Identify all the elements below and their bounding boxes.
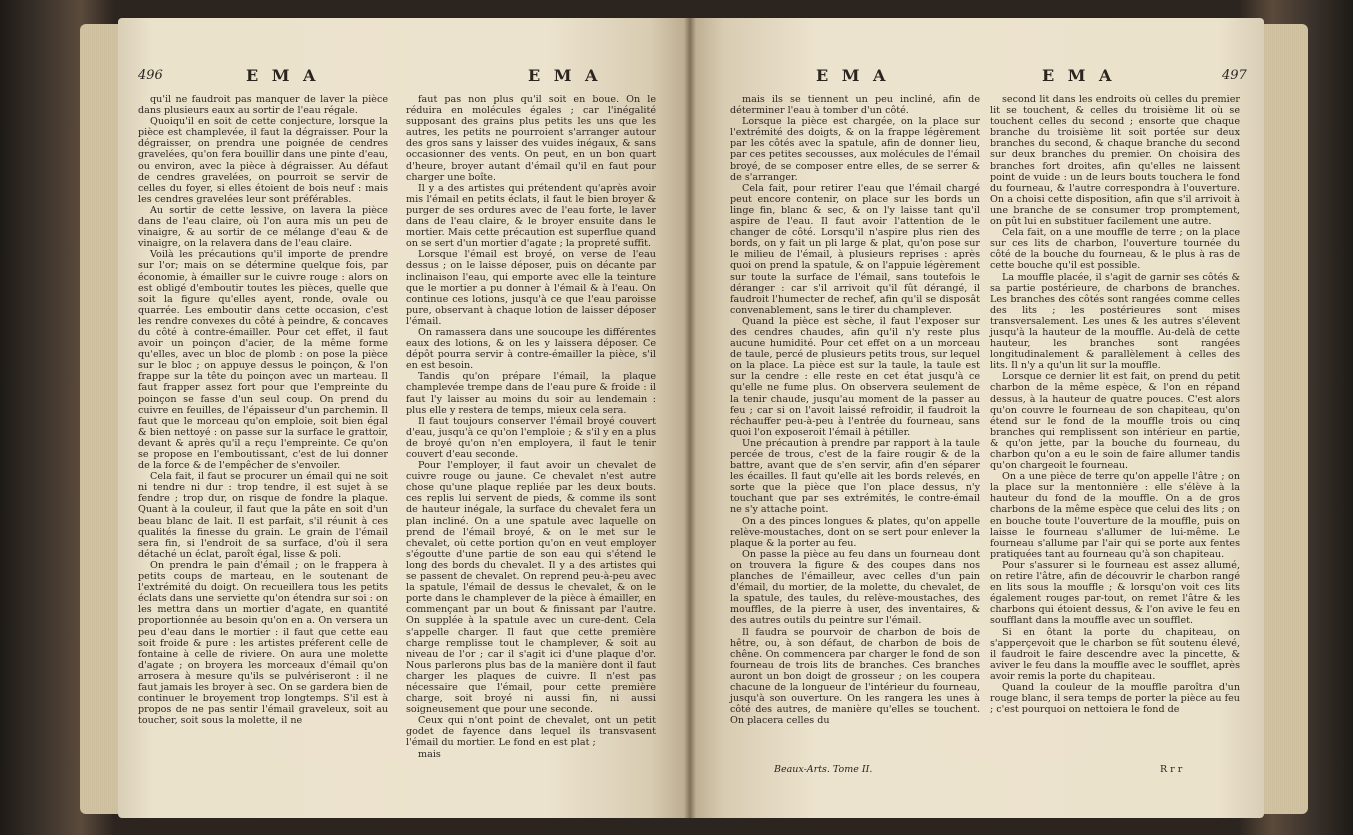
- paragraph: Si en ôtant la porte du chapiteau, on s'apperçevoit que le charbon se fût soutenu élevé, il faudroit le faire descendre avec la pincette, & aviver le feu dans la mouffle avec le soufflet, après avoir remis la porte du chapiteau.: [990, 626, 1240, 682]
- paragraph: qu'il ne faudroit pas manquer de laver la pièce dans plusieurs eaux au sortir de l'eau régale.: [138, 94, 388, 117]
- paragraph: Une précaution à prendre par rapport à la taule percée de trous, c'est de la faire rougir & de la battre, avant que de s'en servir, afin d'en séparer les écailles. Il faut qu'elle ait les bords relevés, en sorte que la pièce que l'on place dessus, n'y touchant que par ses extrémités, le contre-émail ne s'y attache point.: [730, 437, 980, 516]
- paragraph: Voilà les précautions qu'il importe de prendre sur l'or; mais on se détermine quelque fois, par économie, à émailler sur le cuivre rouge : alors on est obligé d'emboutir toutes les pièces, quelle que soit la figure qu'elles ayent, ronde, ovale ou quarrée. Les emboutir dans cette occasion, c'est les rendre convexes du côté à peindre, & concaves du côté à contre-émailler. Pour cet effet, il faut avoir un poinçon d'acier, de la même forme qu'elles, avec un bloc de plomb : on pose la pièce sur le bloc ; on appuye dessus le poinçon, & l'on frappe sur la tête du poinçon avec un marteau. Il faut frapper assez fort pour que l'empreinte du poinçon se fasse d'un seul coup. On prend du cuivre en feuilles, de l'épaisseur d'un parchemin. Il faut que le morceau qu'on emploie, soit bien égal & bien nettoyé : on passe sur la surface le grattoir, devant & après qu'il a reçu l'empreinte. Ce qu'on se propose en l'emboutissant, c'est de lui donner de la force & de l'empêcher de s'envoiler.: [138, 249, 388, 472]
- running-header-right: E M A: [528, 66, 602, 85]
- paragraph: Cela fait, pour retirer l'eau que l'émail chargé peut encore contenir, on place sur les bords un linge fin, blanc & sec, & on l'y laisse tant qu'il aspire de l'eau. Il faut avoir l'attention de le changer de côté. Lorsqu'il n'aspire plus rien des bords, on y fait un pli large & plat, qu'on pose sur le milieu de l'émail, à plusieurs reprises : après quoi on prend la spatule, & on l'appuie légèrement sur toute la surface de l'émail, sans toutefois le déranger : car s'il arrivoit qu'il fût dérangé, il faudroit l'humecter de rechef, afin qu'il se disposât convenablement, sans le tirer du champlever.: [730, 182, 980, 316]
- right-page-edges: [1262, 24, 1308, 814]
- paragraph: Il faudra se pourvoir de charbon de bois de hêtre, ou, à son défaut, de charbon de bois de chêne. On commencera par charger le fond de son fourneau de trois lits de branches. Ces branches auront un bon doigt de grosseur ; on les coupera chacune de la longueur de l'intérieur du fourneau, jusqu'à son ouverture. On les rangera les unes à côté des autres, de manière qu'elles se touchent. On placera celles du: [730, 626, 980, 727]
- paragraph: Il faut toujours conserver l'émail broyé couvert d'eau, jusqu'à ce qu'on l'emploie ; & s'il y en a plus de broyé qu'on n'en employera, il faut le tenir couvert d'eau seconde.: [406, 415, 656, 460]
- paragraph: Il y a des artistes qui prétendent qu'après avoir mis l'émail en petits éclats, il faut le bien broyer & purger de ses ordures avec de l'eau forte, le laver dans de l'eau claire, & le broyer ensuite dans le mortier. Mais cette précaution est superflue quand on se sert d'un mortier d'agate ; la propreté suffit.: [406, 182, 656, 250]
- running-header-left: E M A: [246, 66, 320, 85]
- paragraph: Lorsque l'émail est broyé, on verse de l'eau dessus ; on le laisse déposer, puis on décante par inclinaison l'eau, qui emporte avec elle la teinture que le mortier a pu donner à l'émail & à l'eau. On continue ces lotions, jusqu'à ce que l'eau paroisse pure, observant à chaque lotion de laisser déposer l'émail.: [406, 249, 656, 327]
- paragraph: Cela fait, on a une mouffle de terre ; on la place sur ces lits de charbon, l'ouverture tournée du côté de la bouche du fourneau, & le plus à ras de cette bouche qu'il est possible.: [990, 227, 1240, 272]
- paragraph: Pour s'assurer si le fourneau est assez allumé, on retire l'âtre, afin de découvrir le charbon rangé en lits sous la mouffle ; & lorsqu'on voit ces lits également rouges par-tout, on remet l'âtre & les charbons qui étoient dessus, & l'on avive le feu en soufflant dans la mouffle avec un soufflet.: [990, 559, 1240, 627]
- paragraph: On prendra le pain d'émail ; on le frappera à petits coups de marteau, en le soutenant de l'extrémité du doigt. On recueillera tous les petits éclats dans une serviette qu'on étendra sur soi : on les mettra dans un mortier d'agate, en quantité proportionnée au besoin qu'on en a. On versera un peu d'eau dans le mortier : il faut que cette eau soit froide & pure : les artistes préferent celle de fontaine à celle de riviere. On aura une molette d'agate ; on broyera les morceaux d'émail qu'on arrosera à mesure qu'ils se pulvériseront : il ne faut jamais les broyer à sec. On se gardera bien de continuer le broyement trop longtemps. S'il est à propos de ne pas sentir l'émail graveleux, soit au toucher, soit sous la molette, il ne: [138, 559, 388, 727]
- paragraph: Quoiqu'il en soit de cette conjecture, lorsque la pièce est champlevée, il faut la dégraisser. Pour la dégraisser, on prendra une poignée de cendres gravelées, qu'on fera bouillir dans une pinte d'eau, ou environ, avec la pièce à dégraisser. Au défaut de cendres gravelées, on pourroit se servir de celles du foyer, si elles étoient de bois neuf : mais les cendres gravelées leur sont préférables.: [138, 116, 388, 205]
- page-number: 496: [138, 68, 163, 83]
- text-column-2: [990, 94, 1240, 715]
- signature-mark: R r r: [1160, 764, 1183, 775]
- paragraph: On passe la pièce au feu dans un fourneau dont on trouvera la figure & des coupes dans nos planches de l'émailleur, avec celles d'un pain d'émail, du mortier, de la molette, du chevalet, de la spatule, des taules, du relève-moustaches, des mouffles, de la pierre à user, des inventaires, & des autres outils du peintre sur l'émail.: [730, 548, 980, 627]
- footer-volume: Beaux-Arts. Tome II.: [774, 764, 873, 775]
- paragraph: mais: [418, 748, 441, 760]
- paragraph: Quand la couleur de la mouffle paroîtra d'un rouge blanc, il sera temps de porter la pièce au feu ; c'est pourquoi on nettoiera le fond de: [990, 681, 1240, 716]
- paragraph: La mouffle placée, il s'agit de garnir ses côtés & sa partie postérieure, de charbons de branches. Les branches des côtés sont rangées comme celles des lits ; les postérieures sont mises transversalement. Les unes & les autres s'élevent jusqu'à la hauteur de la mouffle. Au-delà de cette hauteur, les branches sont rangées longitudinalement & parallèlement à celles des lits. Il n'y a qu'un lit sur la mouffle.: [990, 271, 1240, 372]
- text-column-1: [730, 94, 980, 726]
- paragraph: On a une pièce de terre qu'on appelle l'âtre ; on la place sur la mentonnière : elle s'élève à la hauteur du fond de la mouffle. On a de gros charbons de la même espèce que celui des lits ; on en bouche toute l'ouverture de la mouffle, puis on laisse le fourneau s'allumer de lui-même. Le fourneau s'allume par l'air qui se porte aux fentes pratiquées tant au fourneau qu'à son chapiteau.: [990, 471, 1240, 560]
- paragraph: Tandis qu'on prépare l'émail, la plaque champlevée trempe dans de l'eau pure & froide : il faut l'y laisser au moins du soir au lendemain : plus elle y restera de temps, mieux cela sera.: [406, 371, 656, 416]
- paragraph: On a des pinces longues & plates, qu'on appelle relève-moustaches, dont on se sert pour enlever la plaque & la porter au feu.: [730, 515, 980, 549]
- text-column-1: [138, 94, 388, 726]
- page-number: 497: [1222, 68, 1247, 83]
- running-header-left: E M A: [816, 66, 890, 85]
- paragraph: Au sortir de cette lessive, on lavera la pièce dans de l'eau claire, où l'on aura mis un peu de vinaigre, & au sortir de ce mélange d'eau & de vinaigre, on la relavera dans de l'eau claire.: [138, 204, 388, 250]
- right-page: [690, 18, 1264, 818]
- paragraph: Ceux qui n'ont point de chevalet, ont un petit godet de fayence dans lequel ils transvasent l'émail du mortier. Le fond en est plat ;: [406, 715, 656, 749]
- left-page: [118, 18, 690, 818]
- paragraph: Lorsque ce dernier lit est fait, on prend du petit charbon de la même espèce, & l'on en répand dessus, à la hauteur de quatre pouces. C'est alors qu'on couvre le fourneau de son chapiteau, qu'on étend sur le fond de la mouffle trois ou cinq branches qui remplissent son intérieur en partie, & qu'on jette, par la bouche du fourneau, du charbon qu'on a eu le soin de faire allumer tandis qu'on chargeoit le fourneau.: [990, 371, 1240, 472]
- paragraph: faut pas non plus qu'il soit en boue. On le réduira en molécules égales ; car l'inégalité supposant des grains plus petits les uns que les autres, les petits ne pourroient s'arranger autour des gros sans y laisser des vuides inégaux, & sans occasionner des vents. On peut, en un bon quart d'heure, broyer autant d'émail qu'il en faut pour charger une boîte.: [406, 94, 656, 183]
- book-gutter: [684, 18, 696, 818]
- paragraph: mais ils se tiennent un peu incliné, afin de déterminer l'eau à tomber d'un côté.: [730, 94, 980, 117]
- running-header-right: E M A: [1042, 66, 1116, 85]
- left-page-edges: [80, 24, 120, 814]
- text-column-2: [406, 94, 656, 760]
- paragraph: On ramassera dans une soucoupe les différentes eaux des lotions, & on les y laissera déposer. Ce dépôt pourra servir à contre-émailler la pièce, s'il en est besoin.: [406, 326, 656, 372]
- paragraph: Cela fait, il faut se procurer un émail qui ne soit ni tendre ni dur : trop tendre, il est sujet à se fendre ; trop dur, on risque de fondre la plaque. Quant à la couleur, il faut que la pâte en soit d'un beau blanc de lait. Il est parfait, s'il réunit à ces qualités la finesse du grain. Le grain de l'émail sera fin, si l'endroit de sa surface, d'où il sera détaché un éclat, paroît égal, lisse & poli.: [138, 471, 388, 560]
- paragraph: Lorsque la pièce est chargée, on la place sur l'extrémité des doigts, & on la frappe légèrement par les côtés avec la spatule, afin de donner lieu, par ces petites secousses, aux molécules de l'émail broyé, de se composer entre elles, de se serrer & de s'arranger.: [730, 116, 980, 183]
- paragraph: Pour l'employer, il faut avoir un chevalet de cuivre rouge ou jaune. Ce chevalet n'est autre chose qu'une plaque repliée par les deux bouts. ces replis lui servent de pieds, & comme ils sont de hauteur inégale, la surface du chevalet fera un plan incliné. On a une spatule avec laquelle on prend de l'émail broyé, & on le met sur le chevalet, où cette portion qu'on en veut employer s'égoutte d'une partie de son eau qui s'étend le long des bords du chevalet. Il y a des artistes qui se passent de chevalet. On reprend peu-à-peu avec la spatule, l'émail de dessus le chevalet, & on le porte dans le champlever de la pièce à émailler, en commençant par un bout & finissant par l'autre. On supplée à la spatule avec un cure-dent. Cela s'appelle charger. Il faut que cette première charge remplisse tout le champlever, & soit au niveau de l'or ; car il s'agit ici d'une plaque d'or. Nous parlerons plus bas de la manière dont il faut charger les plaques de cuivre. Il n'est pas nécessaire que l'émail, pour cette première charge, soit broyé ni aussi fin, ni aussi soigneusement que pour une seconde.: [406, 460, 656, 716]
- paragraph: Quand la pièce est sèche, il faut l'exposer sur des cendres chaudes, afin qu'il n'y reste plus aucune humidité. Pour cet effet on a un morceau de taule, percé de plusieurs petits trous, sur lequel on la place. La pièce est sur la taule, la taule est sur la cendre : elle reste en cet état jusqu'à ce qu'elle ne fume plus. On observera seulement de la tenir chaude, jusqu'au moment de la passer au feu ; car si on l'avoit laissé refroidir, il faudroit la réchauffer peu-à-peu à l'entrée du fourneau, sans quoi l'on exposeroit l'émail à pétiller.: [730, 315, 980, 438]
- paragraph: second lit dans les endroits où celles du premier lit se touchent, & celles du troisième lit où se touchent celles du second ; ensorte que chaque branche du troisième lit soit portée sur deux branches du second, & chaque branche du second sur deux branches du premier. On choisira des branches fort droites, afin qu'elles ne laissent point de vuide : un de leurs bouts touchera le fond du fourneau, & l'autre correspondra à l'ouverture. On a choisi cette disposition, afin que s'il arrivoit à une branche de se consumer trop promptement, on pût lui en substituer facilement une autre.: [990, 94, 1240, 228]
